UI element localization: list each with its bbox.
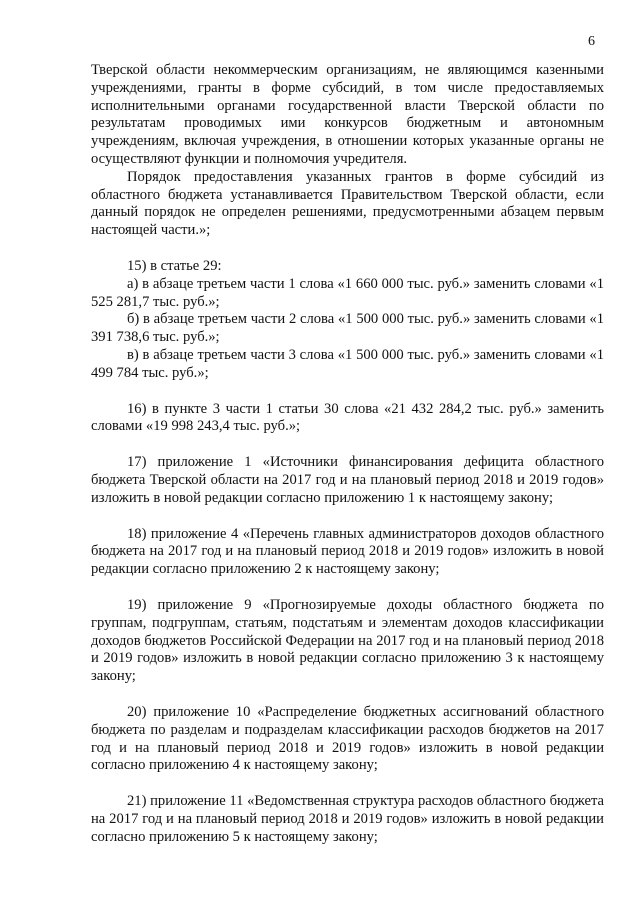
- page-number: 6: [588, 34, 595, 49]
- item-15: 15) в статье 29:: [127, 257, 222, 274]
- paragraph-spacer: [91, 579, 604, 597]
- paragraph-spacer: [91, 775, 604, 793]
- document-body: [91, 62, 604, 846]
- item-15a: а) в абзаце третьем части 1 слова «1 660 000 тыс. руб.» заменить словами «1 525 281,7 тыс. руб.»;: [91, 275, 604, 310]
- item-21: 21) приложение 11 «Ведомственная структура расходов областного бюджета на 2017 год и на плановый период 2018 и 2019 годов» изложить в новой редакции согласно приложению 5 к настоящему закону;: [91, 793, 604, 845]
- item-19: 19) приложение 9 «Прогнозируемые доходы областного бюджета по группам, подгруппам, статьям, подстатьям и элементам доходов классификации доходов бюджетов Российской Федерации на 2017 год и на плановый период 2018 и 2019 годов» изложить в новой редакции согласно приложению 3 к настоящему закону;: [91, 596, 604, 685]
- paragraph-spacer: [91, 383, 604, 401]
- item-15b: б) в абзаце третьем части 2 слова «1 500 000 тыс. руб.» заменить словами «1 391 738,6 тыс. руб.»;: [91, 311, 604, 346]
- item-15c: в) в абзаце третьем части 3 слова «1 500 000 тыс. руб.» заменить словами «1 499 784 тыс. руб.»;: [91, 346, 604, 381]
- item-20: 20) приложение 10 «Распределение бюджетных ассигнований областного бюджета по разделам и подразделам классификации расходов бюджетов на 2017 год и на плановый период 2018 и 2019 годов» изложить в новой редакции согласно приложению 4 к настоящему закону;: [91, 703, 604, 774]
- item-18: 18) приложение 4 «Перечень главных администраторов доходов областного бюджета на 2017 год и на плановый период 2018 и 2019 годов» изложить в новой редакции согласно приложению 2 к настоящему закону;: [91, 525, 604, 578]
- item-17: 17) приложение 1 «Источники финансирования дефицита областного бюджета Тверской области на 2017 год и на плановый период 2018 и 2019 годов» изложить в новой редакции согласно приложению 1 к настоящему закону;: [91, 454, 604, 506]
- paragraph-continuation: Тверской области некоммерческим организациям, не являющимся казенными учреждениями, гранты в форме субсидий, в том числе предоставляемых исполнительными органами государственной власти Тверской области по результатам проводимых ими конкурсов бюджетным и автономным учреждениям, включая учреждения, в отношении которых указанные органы не осуществляют функции и полномочия учредителя.: [91, 62, 604, 167]
- paragraph-spacer: [91, 436, 604, 454]
- paragraph-spacer: [91, 508, 604, 526]
- paragraph-spacer: [91, 686, 604, 704]
- paragraph-grant-procedure: Порядок предоставления указанных грантов в форме субсидий из областного бюджета устанавливается Правительством Тверской области, если данный порядок не определен решениями, предусмотренными абзацем первым настоящей части.»;: [91, 168, 604, 239]
- paragraph-spacer: [91, 240, 604, 258]
- item-16: 16) в пункте 3 части 1 статьи 30 слова «21 432 284,2 тыс. руб.» заменить словами «19 998 243,4 тыс. руб.»;: [91, 400, 604, 435]
